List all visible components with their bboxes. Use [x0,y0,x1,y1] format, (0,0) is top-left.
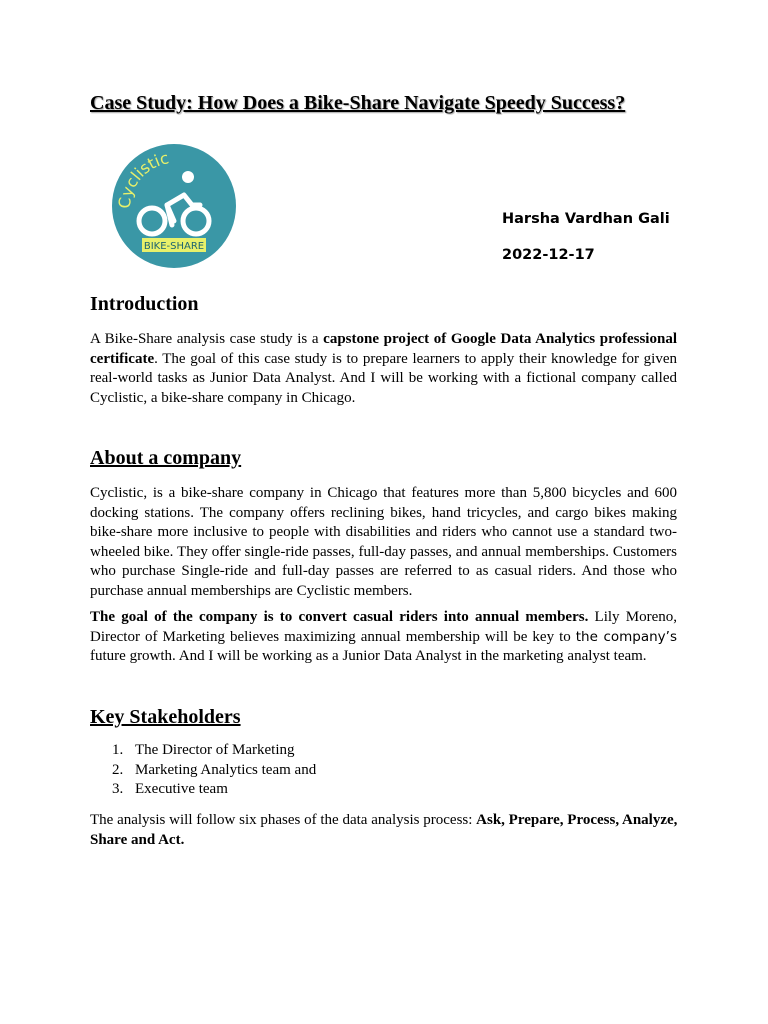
about-company-heading: About a company [90,447,242,469]
analysis-phases-paragraph: The analysis will follow six phases of the data analysis process: Ask, Prepare, Process, Analyze, Share and Act. [90,812,678,848]
cyclistic-logo [112,143,236,269]
list-item: 1. The Director of Marketing [112,742,295,758]
company-goal-paragraph: The goal of the company is to convert casual riders into annual members. Lily Moreno, Director of Marketing believes maximizing annual membership will be key to the company’s future growth. And I will be working as a Junior Data Analyst in the marketing analyst team. [90,609,677,665]
capstone-emphasis: capstone project of Google Data Analytics professional certificate [90,331,677,367]
about-company-paragraph: Cyclistic, is a bike-share company in Chicago that features more than 5,800 bicycles and 600 docking stations. The company offers reclining bikes, hand tricycles, and cargo bikes making bike-share more inclusive to people with disabilities and riders who cannot use a standard two-wheeled bike. They offer single-ride passes, full-day passes, and annual memberships. Customers who purchase Single-ride and full-day passes are referred to as casual riders. And those who purchase annual memberships are Cyclistic members. [90,485,677,599]
introduction-paragraph: A Bike-Share analysis case study is a capstone project of Google Data Analytics professional certificate. The goal of this case study is to prepare learners to apply their knowledge for given real-world tasks as Junior Data Analyst. And I will be working with a fictional company called Cyclistic, a bike-share company in Chicago. [90,331,677,406]
stakeholders-list [90,741,316,800]
page-title: Case Study: How Does a Bike-Share Navigate Speedy Success? [90,92,626,114]
list-item: 3. Executive team [112,781,228,797]
logo-bottom-text: BIKE-SHARE [143,241,205,252]
author-name: Harsha Vardhan Gali [502,211,670,227]
introduction-heading: Introduction [90,293,199,315]
author-block [502,208,670,280]
author-date: 2022-12-17 [502,247,595,263]
logo-top-text: Cyclistic [114,148,171,210]
key-stakeholders-heading: Key Stakeholders [90,706,241,728]
list-item: 2. Marketing Analytics team and [112,761,317,778]
goal-emphasis: The goal of the company is to convert casual riders into annual members. [90,609,589,625]
phases-emphasis: Ask, Prepare, Process, Analyze, Share and Act. [90,812,678,848]
